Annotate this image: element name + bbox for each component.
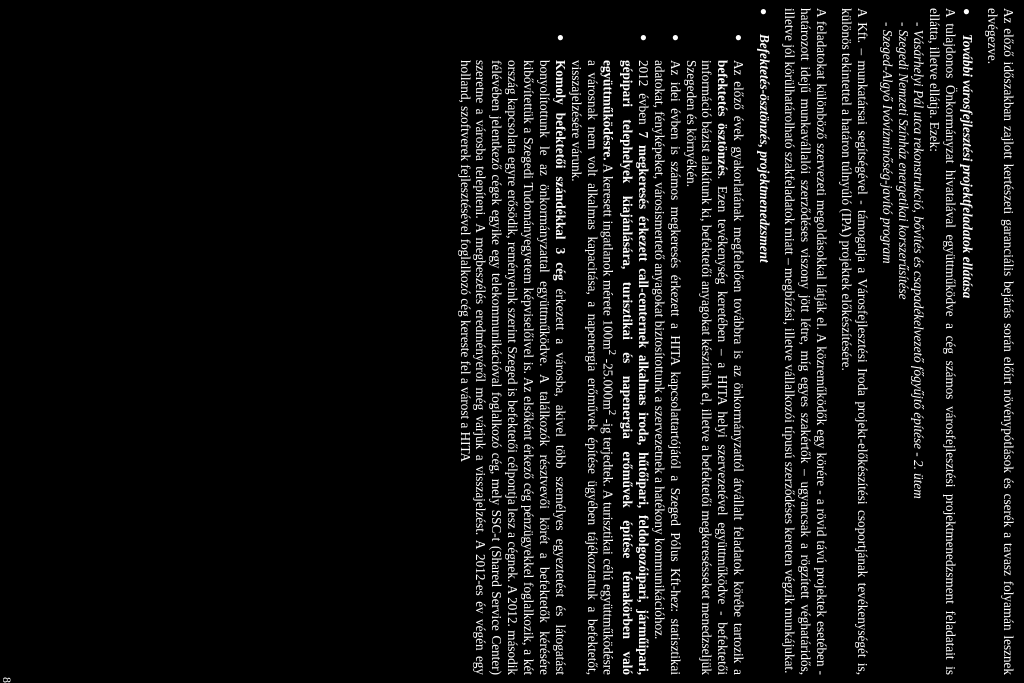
bullet-icon: ●: [636, 34, 651, 42]
project-list-item: - Szegedi Nemzeti Színház energetikai korszerűsítése: [895, 22, 911, 300]
investment-bullet: ● Az idei évben is számos megkeresés érkezett a HITA kapcsolattartójától a Szeged Pólus Kft-hez: statisztikai adatokat, fényképeket, városismertető anyagokat biztosítottunk a szervezetnek a hatékony kommunikációhoz.: [651, 8, 683, 675]
support-paragraph: A Kft. – munkatársai segítségével - támogatja a Városfejlesztési Iroda projekt-előkészítési csoportjának tevékenységét is, különös tekintettel a határon túlnyúló (IPA) projektek előkészítésére.: [838, 8, 870, 675]
project-list-item: - Szeged-Algyő Ivóvízminőség-javító program: [879, 22, 895, 264]
project-list-item: - Vásárhelyi Pál utca rekonstrukció, bővítés és csapadékelvezető főgyűjtő építése - 2. ütem: [911, 22, 927, 499]
investment-bullet: ● 2012 évben 7 megkeresés érkezett call-centernek alkalmas iroda, hűtőipari, feldolgozóipari, járműipari, gépipari telephelyek kiajánlására, turisztikai és napenergia erőművek építése témakörben való együttműködésre. A keresett ingatlanok mérete $100m^2$ $-25.000m^2$ -ig terjedtek. A turisztikai célú együttműködésre a városnak nem volt alkalmas kapacitása, a napenergia erőművek építése ügyében tájékoztattuk a befektetőt, visszajelzésére várunk.: [568, 8, 651, 675]
organization-paragraph: A feladatokat különböző szervezeti megoldásokkal látják el. A közreműködők egy körére - a rövid távú projektek esetében - határozott idejű munkavállalói szerződéses viszony jött létre, míg egyes szakértők – ugyancsak a rögzített véghatáridős, illetve jól körülhatárolható szakfeladatok miatt – megbízási, illetve vállalkozói típusú szerződéses kereten végzik munkájukat.: [782, 8, 829, 675]
bullet-icon: ●: [732, 34, 747, 42]
urban-development-paragraph: A tulajdonos Önkormányzat hivatalával együttműködve a cég számos városfejlesztési projektmenedzsment feladatait is ellátta, illetve ellátja. Ezek:: [927, 8, 959, 675]
section-heading-urban-development: [958, 8, 975, 675]
bullet-icon: ●: [757, 8, 772, 16]
investment-bullet: ● Komoly befektetői szándékkal 3 cég érkezett a városba, akivel több személyes egyeztetést és látogatást bonyolítottunk le az önkormányzattal együttműködve. A találkozók résztvevői körét a befektetők kérésére kibővítettük a Szegedi Tudományegyetem képviselőivel is. Az elsőként érkező cég pénzügyekkel foglalkozik, a két ország kapcsolata egyre erősödik, reményeink szerint Szeged is befektetői célpontja lesz a cégnek. A 2012. második félévében jelentkező cégek egyike egy telekommunikációval foglalkozó cég, mely SSC-t (Shared Service Center) szeretne a városba telepíteni. A megbeszélés eredményéről még várjuk a visszajelzést. A 2012-es év végén egy holland, szoftverek fejlesztésével foglalkozó cég kereste fel a várost a HITA: [457, 8, 568, 675]
section-heading-text: Befektetés-ösztönzés, projektmenedzsment: [757, 34, 773, 263]
section-heading-text: További városfejlesztési projektfeladatok ellátása: [960, 34, 976, 299]
intro-paragraph: Az előző időszakban zajlott kertészeti garanciális bejárás során előírt növénypótlások és cserék a tavasz folyamán lesznek elvégezve.: [985, 8, 1016, 675]
bullet-icon: ●: [553, 34, 568, 42]
investment-bullet: ● Az előző évek gyakorlatának megfelelően továbbra is az önkormányzattól átvállalt feladatok körébe tartozik a befektetés ösztönzés. Ezen tevékenység keretében – a HITA helyi szervezetével együttműködve - befektetői információ bázist alakítunk ki, befektetői anyagokat készítünk el, illetve a befektetői megkeresésseket menedzseljük Szegeden és környékén.: [683, 8, 747, 675]
page-number: 8: [0, 677, 14, 683]
bullet-icon: ●: [668, 34, 683, 42]
project-list: [879, 8, 927, 675]
section-heading-investment: [755, 8, 772, 675]
bullet-icon: ●: [960, 8, 975, 16]
